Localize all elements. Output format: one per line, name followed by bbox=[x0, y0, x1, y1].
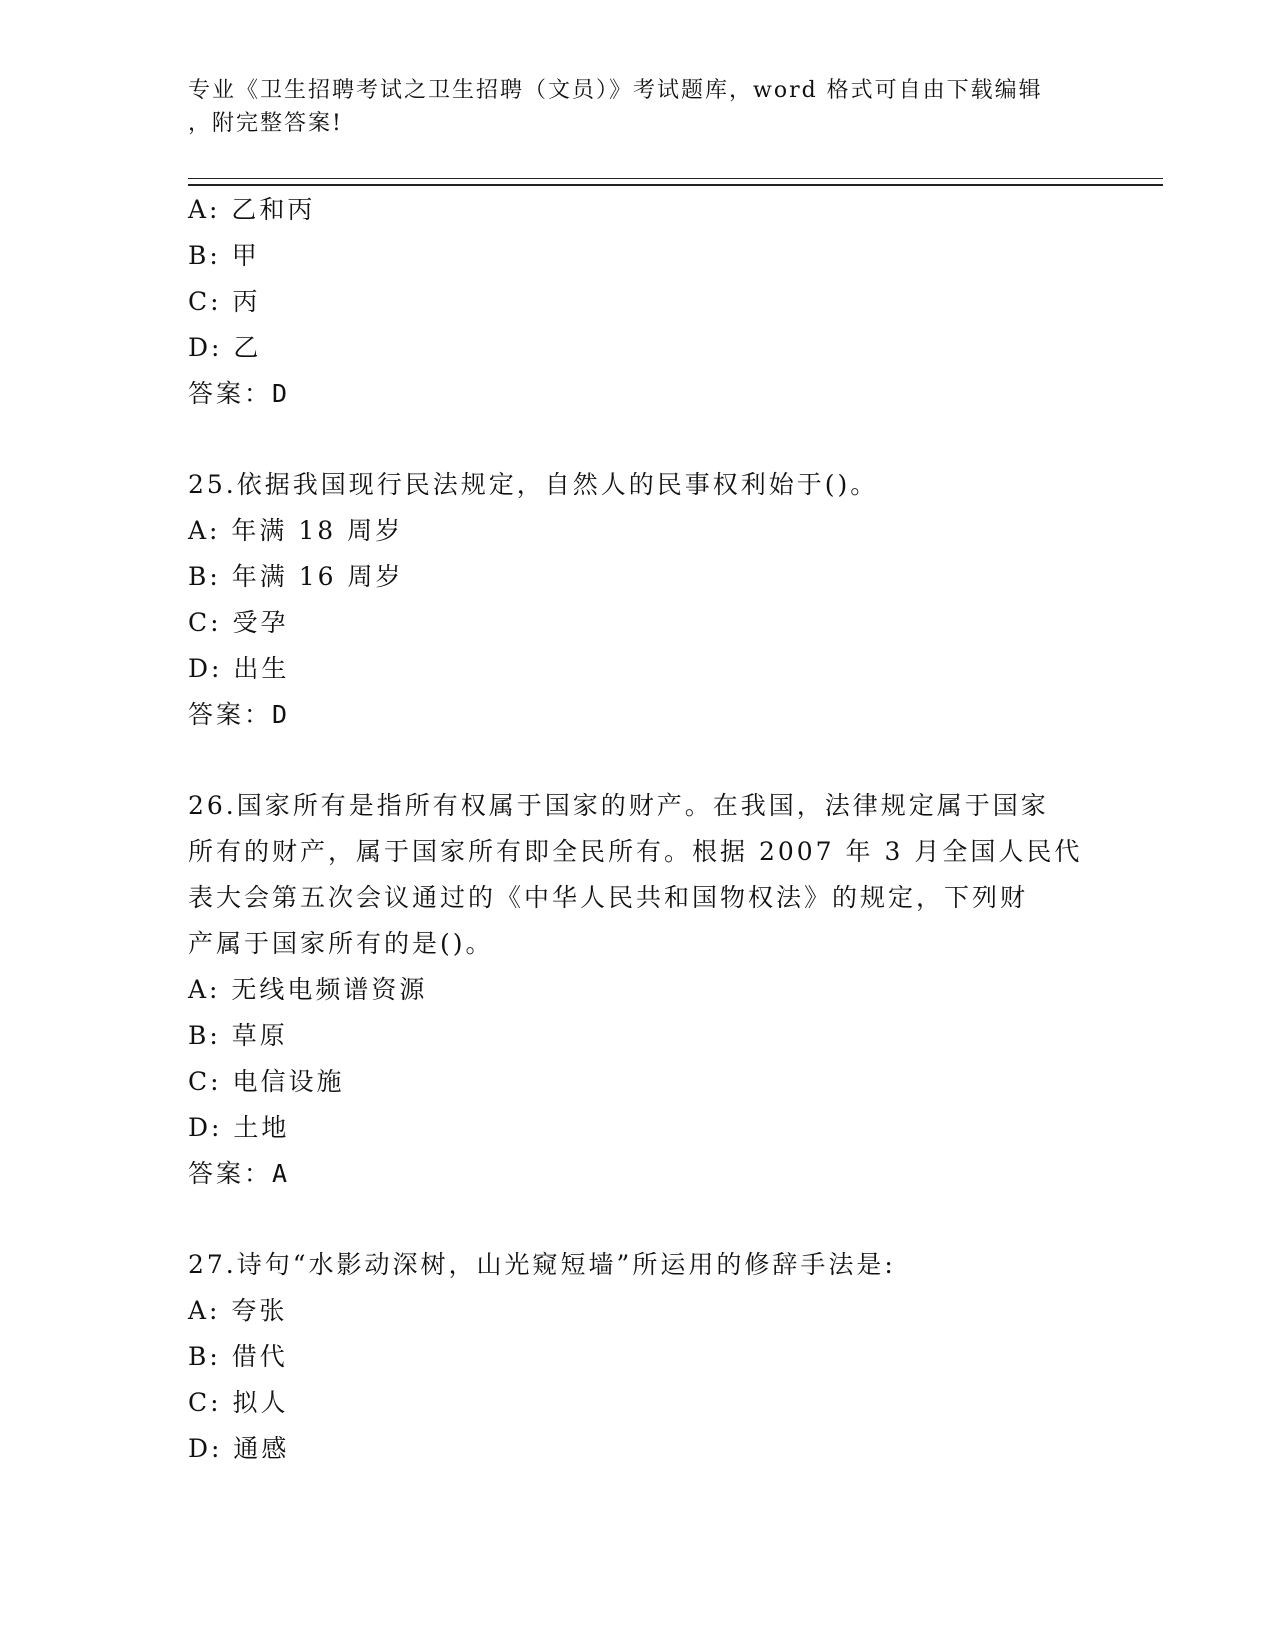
answer-line bbox=[188, 371, 1088, 417]
question-stem: 25.依据我国现行民法规定，自然人的民事权利始于()。 bbox=[188, 470, 879, 499]
option-a: A: 夸张 bbox=[188, 1296, 288, 1325]
option-d: D: 乙 bbox=[188, 333, 262, 362]
option-d: D: 通感 bbox=[188, 1434, 290, 1463]
option-b: B: 草原 bbox=[188, 1021, 288, 1050]
question-stem: 27.诗句“水影动深树，山光窥短墙”所运用的修辞手法是: bbox=[188, 1250, 896, 1279]
question-stem: 表大会第五次会议通过的《中华人民共和国物权法》的规定，下列财 bbox=[188, 883, 1029, 912]
header-line: 专业《卫生招聘考试之卫生招聘（文员）》考试题库，word 格式可自由下载编辑 bbox=[188, 78, 1043, 103]
answer-label: 答案： bbox=[188, 379, 273, 408]
option-b: B: 借代 bbox=[188, 1342, 288, 1371]
question-stem: 产属于国家所有的是()。 bbox=[188, 929, 494, 958]
header-rule-thick bbox=[188, 184, 1163, 186]
header-line: ，附完整答案! bbox=[188, 111, 343, 136]
document-header bbox=[188, 74, 1068, 140]
option-b: B: 年满 16 周岁 bbox=[188, 562, 404, 591]
option-c: C: 电信设施 bbox=[188, 1067, 345, 1096]
question-26 bbox=[188, 783, 1088, 1197]
answer-label: 答案： bbox=[188, 700, 273, 729]
answer-value: D bbox=[272, 379, 291, 408]
header-rule-thin bbox=[188, 178, 1163, 179]
option-c: C: 丙 bbox=[188, 287, 261, 316]
answer-line bbox=[188, 1151, 1088, 1197]
answer-value: A bbox=[272, 1159, 291, 1188]
option-d: D: 土地 bbox=[188, 1113, 290, 1142]
option-c: C: 受孕 bbox=[188, 608, 289, 637]
question-list bbox=[188, 187, 1088, 1472]
question-27 bbox=[188, 1242, 1088, 1472]
question-24-continued bbox=[188, 187, 1088, 417]
question-stem: 所有的财产，属于国家所有即全民所有。根据 2007 年 3 月全国人民代 bbox=[188, 837, 1083, 866]
answer-line bbox=[188, 692, 1088, 738]
option-d: D: 出生 bbox=[188, 654, 290, 683]
option-a: A: 无线电频谱资源 bbox=[188, 975, 428, 1004]
question-stem: 26.国家所有是指所有权属于国家的财产。在我国，法律规定属于国家 bbox=[188, 791, 1049, 820]
answer-value: D bbox=[272, 700, 291, 729]
option-c: C: 拟人 bbox=[188, 1388, 289, 1417]
question-25 bbox=[188, 462, 1088, 738]
option-b: B: 甲 bbox=[188, 241, 260, 270]
answer-label: 答案： bbox=[188, 1159, 273, 1188]
option-a: A: 年满 18 周岁 bbox=[188, 516, 404, 545]
option-a: A: 乙和丙 bbox=[188, 195, 316, 224]
